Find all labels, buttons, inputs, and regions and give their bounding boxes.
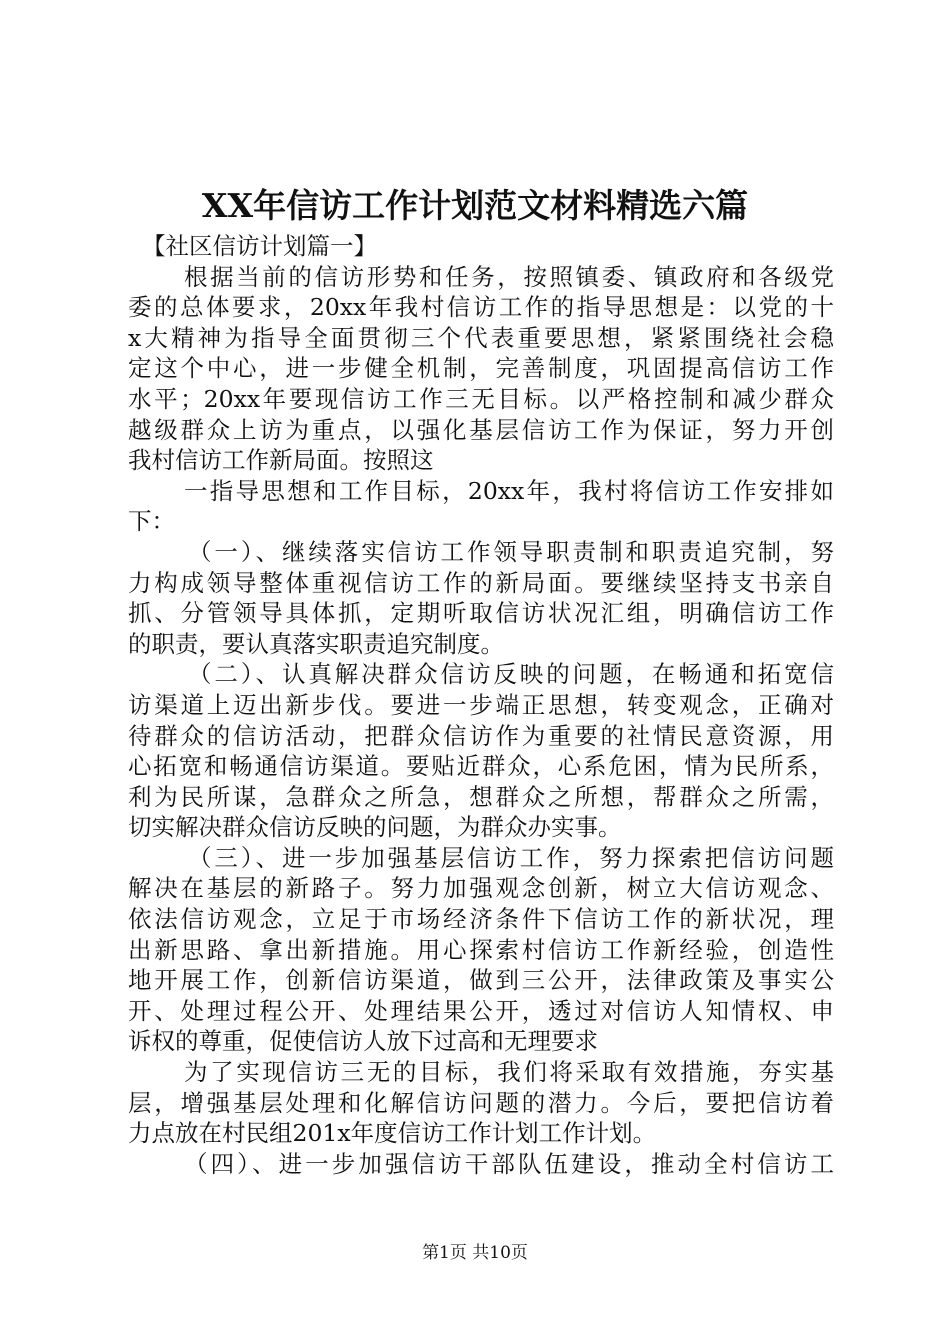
text-line: 一指导思想和工作目标，20xx年，我村将信访工作安排如 [184, 476, 834, 505]
text-line: 力点放在村民组201x年度信访工作计划工作计划。 [128, 1119, 657, 1148]
text-line: 力构成领导整体重视信访工作的新局面。要继续坚持支书亲自 [128, 568, 834, 597]
text-line: 我村信访工作新局面。按照这 [128, 446, 434, 475]
text-line: （一）、继续落实信访工作领导职责制和职责追究制，努 [188, 537, 834, 566]
text-line: 定这个中心，进一步健全机制，完善制度，巩固提高信访工作 [128, 354, 834, 383]
text-line: 根据当前的信访形势和任务，按照镇委、镇政府和各级党 [184, 262, 834, 291]
text-line: 诉权的尊重，促使信访人放下过高和无理要求 [128, 1027, 598, 1056]
text-line: 水平；20xx年要现信访工作三无目标。以严格控制和减少群众 [128, 384, 834, 413]
section-heading: 【社区信访计划篇一】 [142, 232, 377, 260]
text-line: 下： [128, 507, 175, 536]
text-line: （四）、进一步加强信访干部队伍建设，推动全村信访工 [184, 1149, 834, 1178]
text-line: 心拓宽和畅通信访渠道。要贴近群众，心系危困，情为民所系， [128, 752, 834, 781]
text-line: 访渠道上迈出新步伐。要进一步端正思想，转变观念，正确对 [128, 690, 834, 719]
text-line: 的职责，要认真落实职责追究制度。 [128, 629, 504, 658]
text-line: x大精神为指导全面贯彻三个代表重要思想，紧紧围绕社会稳 [128, 323, 834, 352]
text-line: 抓、分管领导具体抓，定期听取信访状况汇组，明确信访工作 [128, 599, 834, 628]
text-line: 解决在基层的新路子。努力加强观念创新，树立大信访观念、 [128, 874, 834, 903]
page-footer: 第1页 共10页 [422, 1243, 528, 1263]
text-line: （三）、进一步加强基层信访工作，努力探索把信访问题 [188, 843, 834, 872]
text-line: 依法信访观念，立足于市场经济条件下信访工作的新状况，理 [128, 905, 834, 934]
text-line: 层，增强基层处理和化解信访问题的潜力。今后，要把信访着 [128, 1088, 834, 1117]
text-line: 越级群众上访为重点，以强化基层信访工作为保证，努力开创 [128, 415, 834, 444]
text-line: 切实解决群众信访反映的问题，为群众办实事。 [128, 813, 622, 842]
text-line: 地开展工作，创新信访渠道，做到三公开，法律政策及事实公 [128, 966, 834, 995]
document-body [128, 231, 834, 1179]
text-line: 委的总体要求，20xx年我村信访工作的指导思想是：以党的十 [128, 293, 834, 322]
text-line: 出新思路、拿出新措施。用心探索村信访工作新经验，创造性 [128, 935, 834, 964]
text-line: 开、处理过程公开、处理结果公开，透过对信访人知情权、申 [128, 996, 834, 1025]
text-line: 待群众的信访活动，把群众信访作为重要的社情民意资源，用 [128, 721, 834, 750]
text-line: 为了实现信访三无的目标，我们将采取有效措施，夯实基 [184, 1058, 834, 1087]
text-line: （二）、认真解决群众信访反映的问题，在畅通和拓宽信 [188, 660, 834, 689]
text-line: 利为民所谋，急群众之所急，想群众之所想，帮群众之所需， [128, 782, 834, 811]
document-title: XX年信访工作计划范文材料精选六篇 [201, 186, 749, 225]
